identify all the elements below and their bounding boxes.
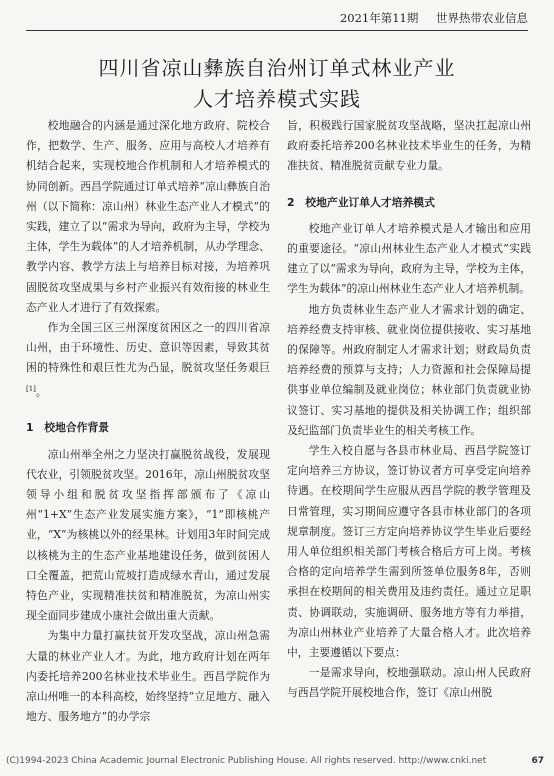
- journal-name: 世界热带农业信息: [436, 11, 528, 25]
- section1-paragraph-1: 凉山州举全州之力坚决打赢脱贫战役，发展现代农业，引领脱贫攻坚。2016年，凉山州脱贫攻坚领导小组和脱贫攻坚指挥部颁布了《凉山州“1+X”生态产业发展实施方案》，“1”即核桃产业，“X”为核桃以外的经果林。计划用3年时间完成以核桃为主的生态产业基地建设任务，做到贫困人口全覆盖，把荒山荒坡打造成绿水青山，通过发展特色产业，实现精准扶贫和精准脱贫，为凉山州实现全面同步建成小康社会做出重大贡献。: [26, 447, 270, 623]
- title-line-2: 人才培养模式实践: [193, 87, 361, 111]
- section-heading-1: 1 校地合作背景: [26, 421, 110, 435]
- section2-paragraph-3: 学生入校自愿与各县市林业局、西昌学院签订定向培养三方协议，签订协议者方可享受定向培养待遇。在校期间学生应服从西昌学院的教学管理及日常管理，实习期间应遵守各县市林业部门的各项规章制度。签订三方定向培养协议学生毕业后要经用人单位组织相关部门考核合格后方可上岗。考核合格的定向培养学生需到所签单位服务8年，否则承担在校期间的相关费用及违约责任。通过立足职责、协调联动，实施调研、服务地方等有力举措，为凉山州林业产业培养了大量合格人才。此次培养中，主要遵循以下要点：: [287, 444, 531, 660]
- section2-paragraph-4: 一是需求导向，校地强联动。凉山州人民政府与西昌学院开展校地合作，签订《凉山州脱: [287, 666, 531, 700]
- title-line-1: 四川省凉山彝族自治州订单式林业产业: [98, 56, 456, 80]
- citation-ref: [1]: [26, 384, 36, 393]
- section-heading-2: 2 校地产业订单人才培养模式: [287, 195, 435, 209]
- running-header: [26, 6, 528, 31]
- continued-paragraph: 旨，积极践行国家脱贫攻坚战略，坚决扛起凉山州政府委托培养200名林业技术毕业生的任务，为精准扶贫、精准脱贫贡献专业力量。: [287, 119, 531, 173]
- section1-paragraph-2: 为集中力量打赢扶贫开发攻坚战，凉山州急需大量的林业产业人才。为此，地方政府计划在两年内委托培养200名林业技术毕业生。西昌学院作为凉山州唯一的本科高校，始终坚持“立足地方、融入地方、服务地方”的办学宗: [26, 629, 270, 724]
- page-footer: [6, 752, 544, 770]
- section2-paragraph-2: 地方负责林业生态产业人才需求计划的确定、培养经费支持审核、就业岗位提供接收、实习基地的保障等。州政府制定人才需求计划；财政局负责培养经费的预算与支持；人力资源和社会保障局提供事业单位编制及就业岗位；林业部门负责就业协议签订、实习基地的提供及相关协调工作；组织部及纪监部门负责毕业生的相关考核工作。: [287, 302, 531, 437]
- section2-paragraph-1: 校地产业订单人才培养模式是人才输出和应用的重要途径。“凉山州林业生态产业人才模式”实践建立了以“需求为导向，政府为主导，学校为主体，学生为载体”的凉山州林业生态产业人才培养机制。: [287, 221, 531, 296]
- right-column: [287, 116, 531, 704]
- background-paragraph: 作为全国三区三州深度贫困区之一的四川省凉山州，由于环境性、历史、意识等因素，导致其贫困的特殊性和艰巨性尤为凸显，脱贫攻坚任务艰巨[1]。: [26, 321, 270, 399]
- copyright-notice: (C)1994-2023 China Academic Journal Electronic Publishing House. All rights reserved. http://www.cnki.net: [6, 756, 487, 766]
- left-column: [26, 116, 270, 727]
- issue-label: 2021年第11期: [339, 11, 419, 25]
- intro-paragraph: 校地融合的内涵是通过深化地方政府、院校合作，把数学、生产、服务、应用与高校人才培养有机结合起来，实现校地合作机制和人才培养模式的协同创新。西昌学院通过订单式培养“凉山彝族自治州（以下简称：凉山州）林业生态产业人才模式”的实践，建立了以“需求为导向，政府为主导，学校为主体，学生为载体”的人才培养机制，从办学理念、教学内容、教学方法上与培养目标对接，为培养巩固脱贫攻坚成果与乡村产业振兴有效衔接的林业生态产业人才进行了有效探索。: [26, 119, 270, 314]
- article-title: [0, 53, 554, 115]
- page-number: 67: [531, 756, 544, 766]
